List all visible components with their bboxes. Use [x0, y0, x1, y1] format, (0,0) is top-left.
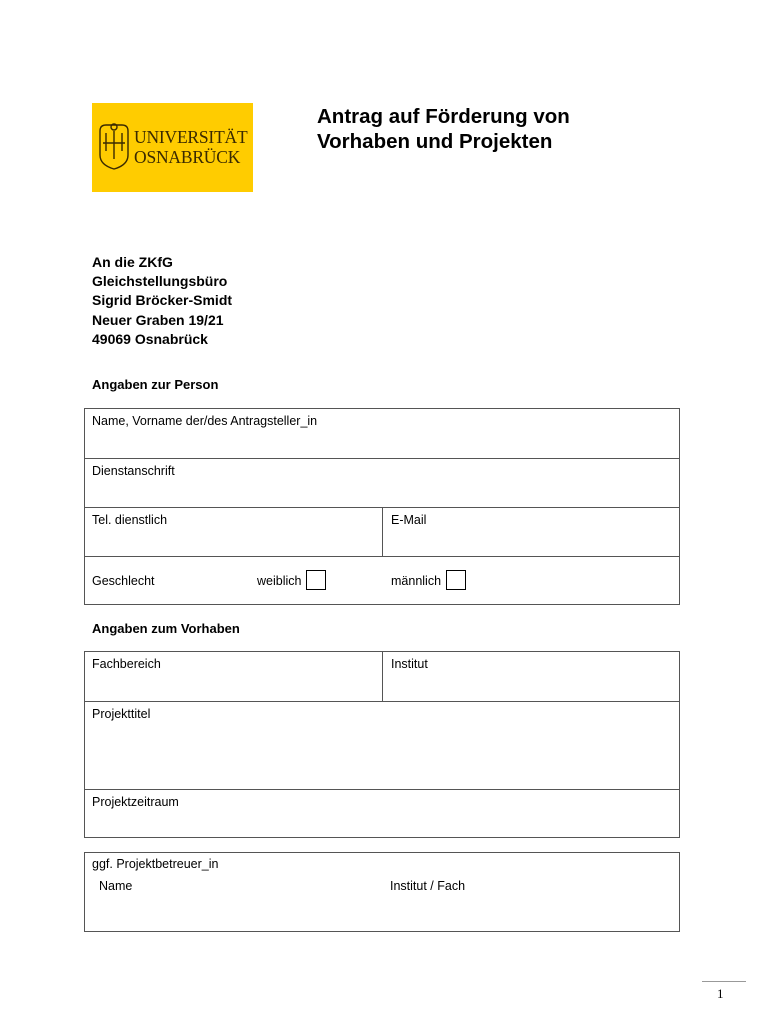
project-title-label: Projekttitel — [92, 707, 151, 721]
supervisor-name-label: Name — [99, 879, 133, 893]
address-line: Sigrid Bröcker-Smidt — [92, 292, 233, 309]
title-line2: Vorhaben und Projekten — [317, 130, 553, 153]
address-line: An die ZKfG — [92, 254, 173, 270]
name-field[interactable] — [85, 409, 679, 458]
gender-row — [85, 556, 679, 604]
department-institute-row — [85, 652, 679, 701]
address-label: Dienstanschrift — [92, 464, 175, 478]
address-field[interactable] — [85, 458, 679, 507]
address-line: 49069 Osnabrück — [92, 330, 208, 347]
project-section-heading: Angaben zum Vorhaben — [92, 621, 240, 636]
male-label: männlich — [391, 574, 442, 588]
column-divider — [382, 508, 383, 556]
page-number: 1 — [717, 986, 724, 1001]
university-logo — [92, 103, 253, 192]
title-line1: Antrag auf Förderung von — [317, 105, 570, 128]
supervisor-heading: ggf. Projektbetreuer_in — [92, 857, 219, 871]
institute-label: Institut — [391, 657, 428, 671]
column-divider — [382, 652, 383, 701]
person-section-heading: Angaben zur Person — [92, 377, 219, 392]
project-period-label: Projektzeitraum — [92, 795, 179, 809]
person-form — [84, 408, 680, 605]
supervisor-form — [84, 852, 680, 932]
female-checkbox[interactable] — [306, 570, 326, 590]
logo-text-line2: OSNABRÜCK — [134, 147, 241, 167]
recipient-address — [92, 253, 232, 349]
footer-rule — [702, 981, 746, 982]
project-title-field[interactable] — [85, 701, 679, 789]
address-line: Neuer Graben 19/21 — [92, 311, 224, 328]
logo-text-line1: UNIVERSITÄT — [134, 127, 248, 147]
address-line: Gleichstellungsbüro — [92, 273, 228, 290]
gender-label: Geschlecht — [92, 574, 155, 588]
supervisor-institute-label: Institut / Fach — [390, 879, 466, 893]
phone-label: Tel. dienstlich — [92, 513, 168, 527]
name-label: Name, Vorname der/des Antragsteller_in — [92, 414, 318, 428]
contact-row — [85, 507, 679, 556]
male-checkbox[interactable] — [446, 570, 466, 590]
department-label: Fachbereich — [92, 657, 161, 671]
project-form — [84, 651, 680, 838]
female-label: weiblich — [257, 574, 302, 588]
email-label: E-Mail — [391, 513, 427, 527]
page-title — [317, 104, 717, 154]
project-period-field[interactable] — [85, 789, 679, 837]
